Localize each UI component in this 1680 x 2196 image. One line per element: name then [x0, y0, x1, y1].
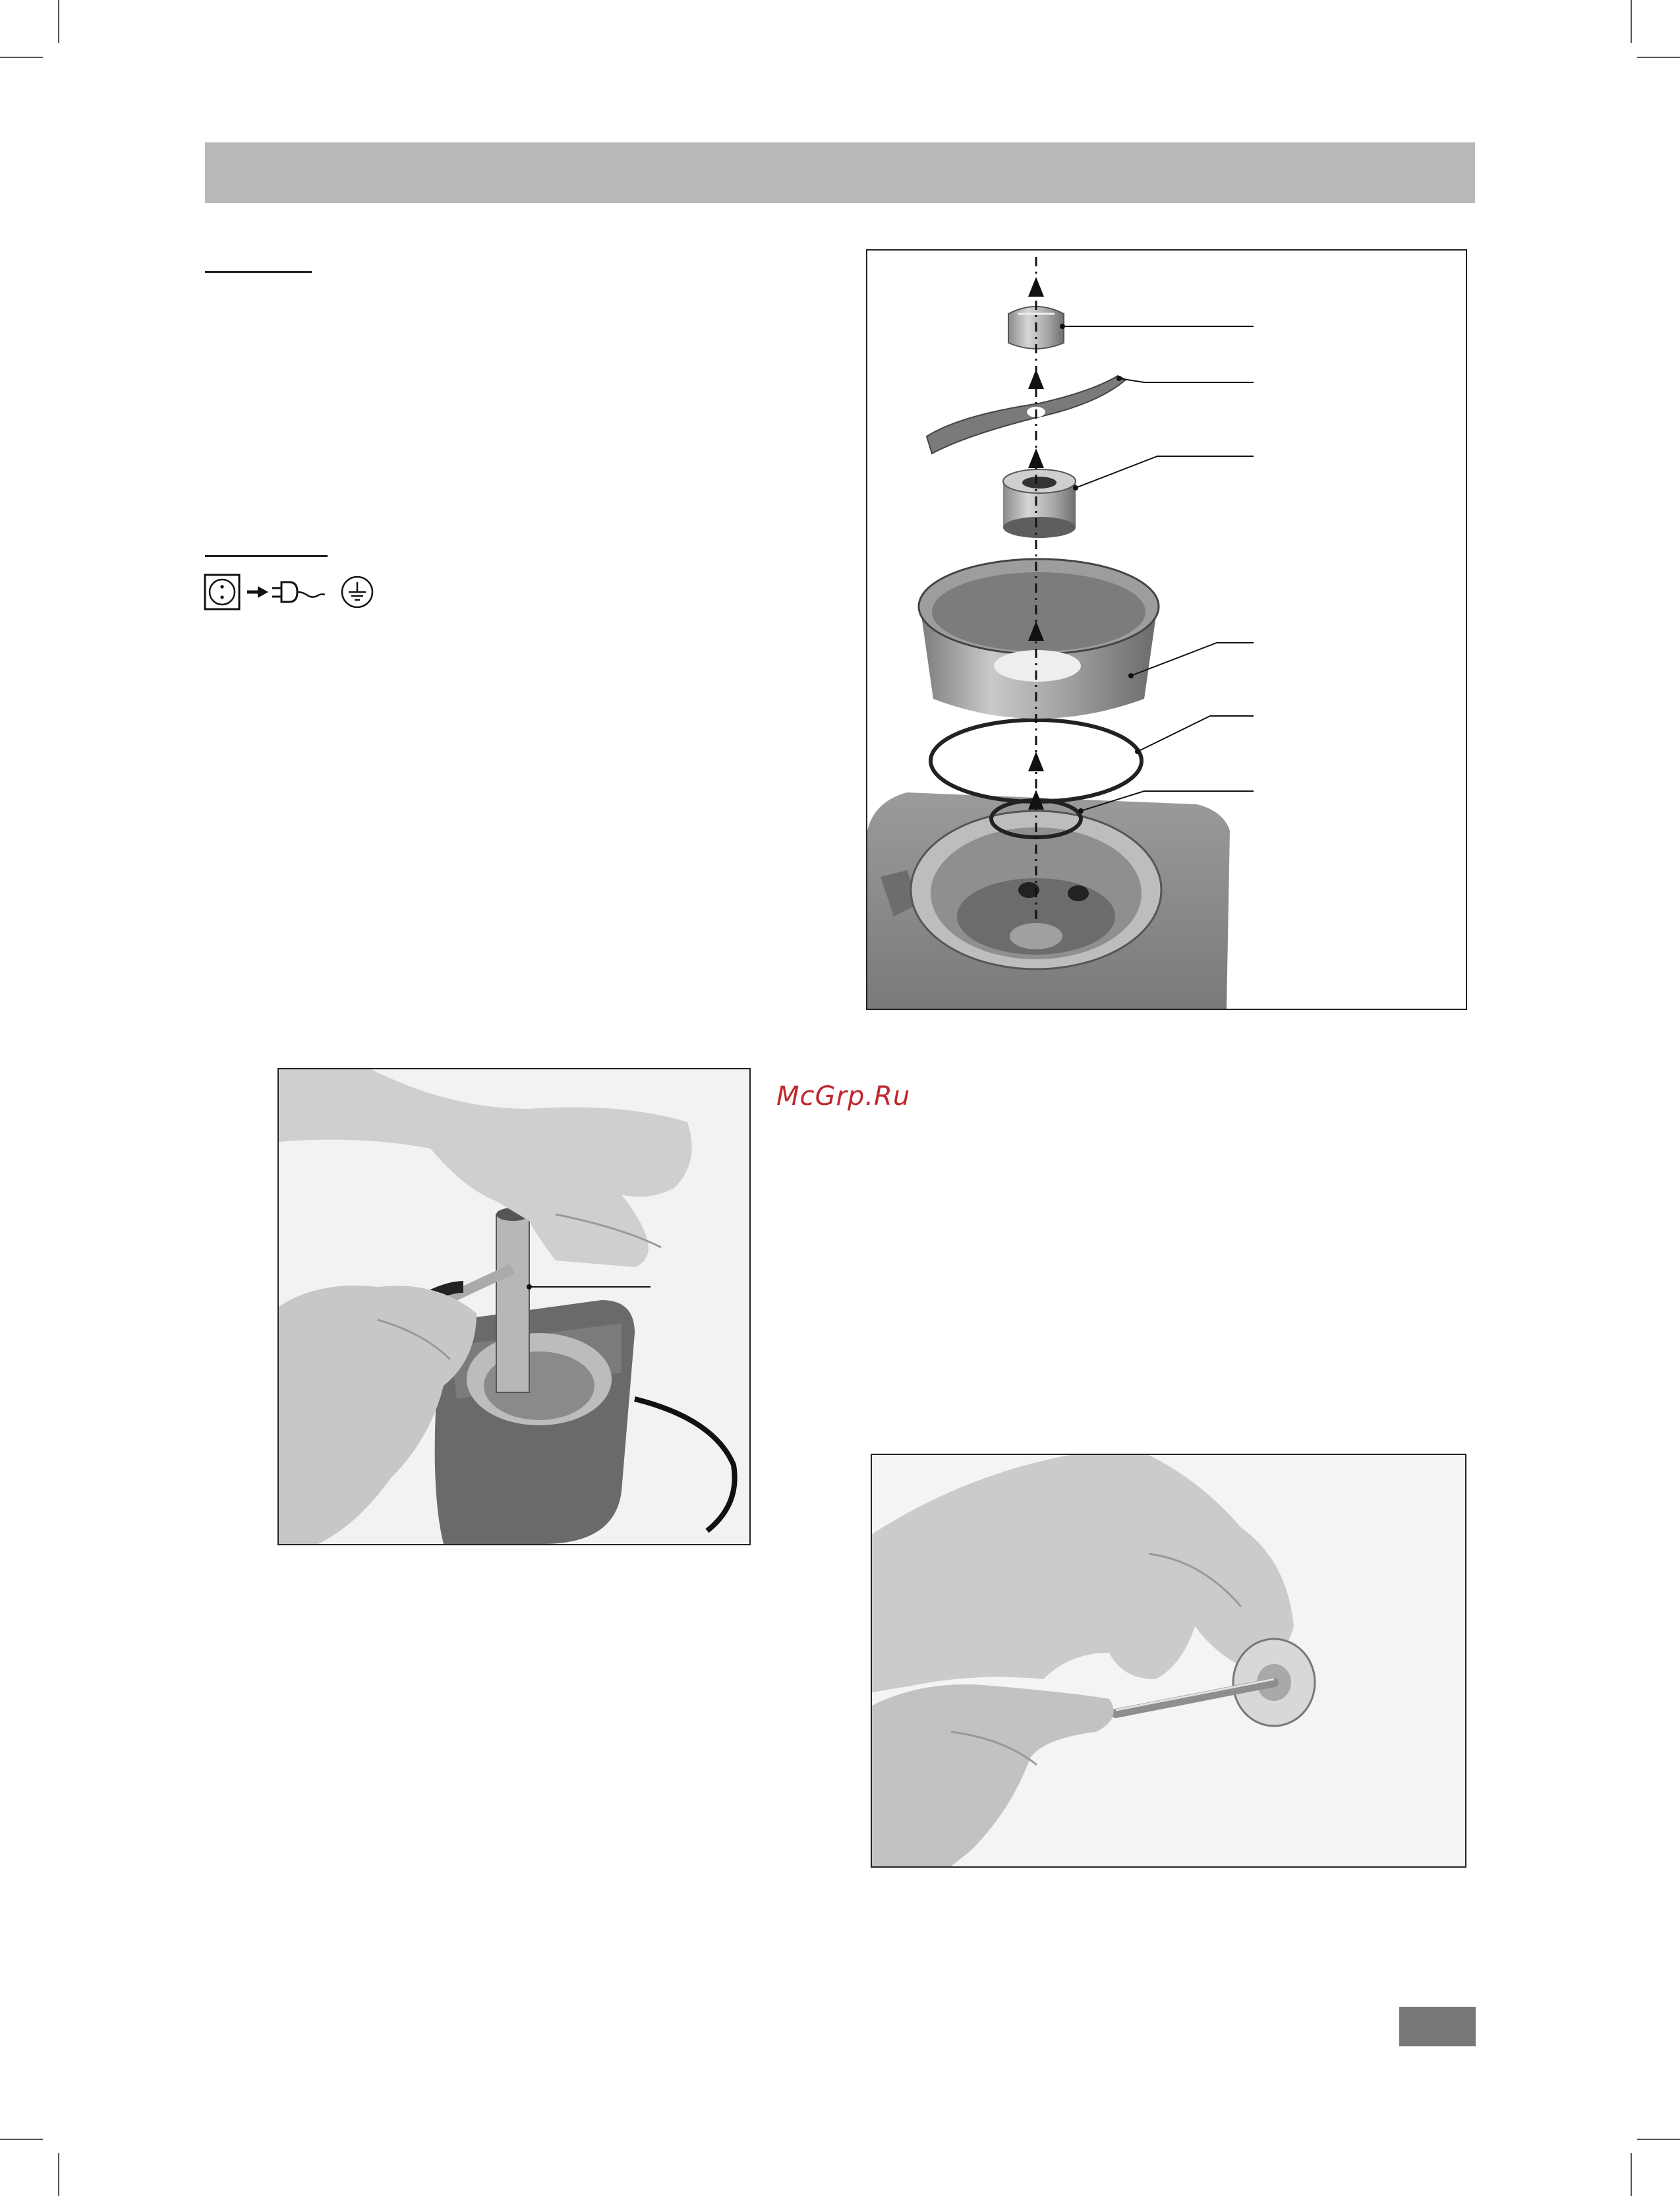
section-underline [205, 271, 312, 273]
crop-mark [58, 2153, 59, 2196]
exploded-assembly-diagram [866, 249, 1467, 1010]
crop-mark [0, 57, 43, 58]
arrow-right-icon [247, 586, 268, 598]
page-number-box [1399, 2007, 1476, 2046]
threaded-bushing [1003, 469, 1076, 538]
crop-mark [1631, 2153, 1632, 2196]
crop-mark [58, 0, 59, 43]
motor-base [867, 792, 1230, 1009]
washer-photo [871, 1454, 1466, 1868]
plug-icon [272, 582, 325, 602]
crop-mark [1631, 0, 1632, 43]
electrical-symbols [204, 572, 401, 612]
crop-mark [1637, 57, 1680, 58]
section-underline [205, 555, 328, 557]
socket-wrench [496, 1214, 529, 1392]
section-header-bar [205, 142, 1475, 203]
ground-icon [342, 577, 372, 607]
crop-mark [0, 2139, 43, 2140]
blade [927, 376, 1126, 454]
watermark: McGrp.Ru [776, 1081, 911, 1112]
wrench-photo [277, 1068, 751, 1545]
socket-icon [205, 575, 239, 609]
crop-mark [1637, 2139, 1680, 2140]
